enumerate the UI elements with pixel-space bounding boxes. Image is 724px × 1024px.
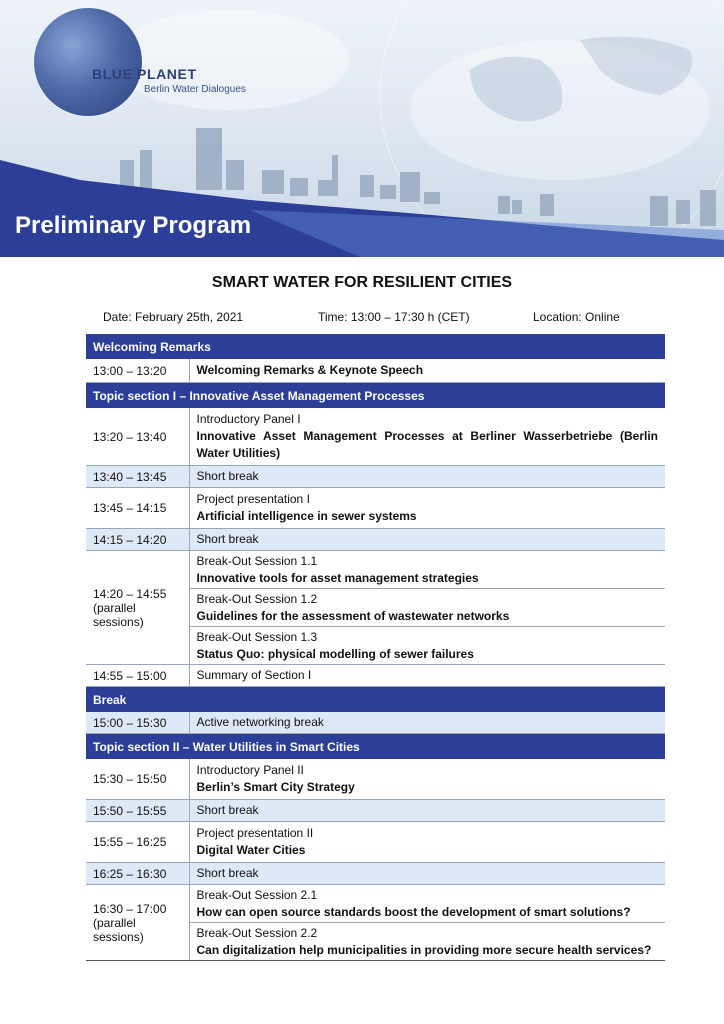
time-slot: 13:20 – 13:40	[93, 429, 167, 444]
section-title: Welcoming Remarks	[86, 334, 665, 359]
time-slot: 15:30 – 15:50	[93, 772, 167, 786]
item-label: Introductory Panel I	[196, 412, 301, 426]
session-title: Can digitalization help municipalities in providing more secure health services?	[196, 943, 652, 957]
content-cell	[189, 488, 665, 529]
time-cell	[86, 408, 189, 466]
content-cell	[189, 359, 665, 383]
table-row	[86, 665, 665, 687]
time-slot: 13:00 – 13:20	[93, 363, 167, 378]
table-row	[86, 759, 665, 800]
time-cell	[86, 551, 189, 665]
content-cell	[189, 885, 665, 961]
section-header-row	[86, 687, 665, 713]
session-list	[190, 885, 666, 960]
section-header-row	[86, 383, 665, 409]
session-title: Innovative tools for asset management strategies	[196, 571, 479, 585]
header-banner	[0, 0, 724, 257]
time-slot: 14:15 – 14:20	[93, 532, 167, 547]
table-row	[86, 885, 665, 961]
session-title: How can open source standards boost the development of smart solutions?	[196, 905, 631, 919]
session-label: Break-Out Session 1.1	[196, 554, 318, 568]
event-time: Time: 13:00 – 17:30 h (CET)	[318, 310, 470, 324]
table-row	[86, 551, 665, 665]
item-title: Artificial intelligence in sewer systems	[196, 509, 417, 523]
time-slot: 15:50 – 15:55	[93, 803, 167, 818]
table-row	[86, 359, 665, 383]
break-row	[86, 863, 665, 885]
time-slot: 16:30 – 17:00	[93, 901, 167, 916]
session-title: Status Quo: physical modelling of sewer failures	[196, 647, 474, 661]
table-row	[86, 822, 665, 863]
content-cell	[189, 665, 665, 687]
time-slot: 14:55 – 15:00	[93, 668, 167, 683]
content-cell	[189, 800, 665, 822]
session-entry	[190, 627, 666, 664]
content-cell	[189, 408, 665, 466]
table-row	[86, 488, 665, 529]
item-label: Project presentation I	[196, 492, 310, 506]
section-header-row	[86, 334, 665, 359]
item-title: Digital Water Cities	[196, 843, 306, 857]
session-entry	[190, 923, 666, 960]
session-note: (parallel sessions)	[93, 915, 144, 944]
section-title: Topic section II – Water Utilities in Smart Cities	[86, 734, 665, 760]
time-slot: 16:25 – 16:30	[93, 866, 167, 881]
break-row	[86, 800, 665, 822]
content-cell	[189, 712, 665, 734]
content-cell	[189, 822, 665, 863]
time-slot: 14:20 – 14:55	[93, 586, 167, 601]
session-label: Break-Out Session 2.2	[196, 926, 318, 940]
time-cell	[86, 800, 189, 822]
event-location: Location: Online	[533, 310, 620, 324]
event-date: Date: February 25th, 2021	[103, 310, 244, 324]
item-text: Short break	[196, 803, 259, 817]
time-cell	[86, 822, 189, 863]
session-entry	[190, 551, 666, 589]
program-table	[86, 334, 665, 961]
item-text: Short break	[196, 469, 259, 483]
content-cell	[189, 863, 665, 885]
section-title: Break	[86, 687, 665, 713]
item-label: Project presentation II	[196, 826, 314, 840]
item-text: Short break	[196, 532, 259, 546]
session-entry	[190, 589, 666, 627]
time-slot: 15:55 – 16:25	[93, 835, 167, 849]
session-label: Break-Out Session 2.1	[196, 888, 318, 902]
time-cell	[86, 529, 189, 551]
table-row	[86, 408, 665, 466]
content-cell	[189, 529, 665, 551]
item-text: Short break	[196, 866, 259, 880]
time-cell	[86, 759, 189, 800]
brand-logo	[34, 8, 142, 116]
section-title: Topic section I – Innovative Asset Management Processes	[86, 383, 665, 409]
session-label: Break-Out Session 1.3	[196, 630, 318, 644]
item-title: Innovative Asset Management Processes at Berliner Wasserbetriebe (Berlin Water Utilities)	[196, 429, 658, 460]
time-cell	[86, 466, 189, 488]
session-list	[190, 551, 666, 664]
brand-name: BLUE PLANET	[92, 66, 197, 82]
page-title: SMART WATER FOR RESILIENT CITIES	[211, 274, 513, 291]
session-note: (parallel sessions)	[93, 600, 144, 629]
time-cell	[86, 712, 189, 734]
break-row	[86, 529, 665, 551]
break-row	[86, 712, 665, 734]
time-cell	[86, 488, 189, 529]
item-label: Introductory Panel II	[196, 763, 304, 777]
item-text: Summary of Section I	[196, 668, 312, 682]
session-entry	[190, 885, 666, 923]
time-cell	[86, 863, 189, 885]
break-row	[86, 466, 665, 488]
session-title: Guidelines for the assessment of wastewater networks	[196, 609, 510, 623]
section-header-row	[86, 734, 665, 760]
banner-title: Preliminary Program	[15, 212, 252, 239]
time-cell	[86, 885, 189, 961]
time-slot: 13:45 – 14:15	[93, 501, 167, 515]
item-title: Berlin’s Smart City Strategy	[196, 780, 355, 794]
time-slot: 15:00 – 15:30	[93, 715, 167, 730]
content-cell	[189, 551, 665, 665]
item-text: Active networking break	[196, 715, 324, 729]
item-title: Welcoming Remarks & Keynote Speech	[196, 363, 424, 377]
content-cell	[189, 759, 665, 800]
session-label: Break-Out Session 1.2	[196, 592, 318, 606]
brand-subtitle: Berlin Water Dialogues	[144, 84, 246, 95]
content-cell	[189, 466, 665, 488]
time-cell	[86, 665, 189, 687]
time-slot: 13:40 – 13:45	[93, 469, 167, 484]
time-cell	[86, 359, 189, 383]
